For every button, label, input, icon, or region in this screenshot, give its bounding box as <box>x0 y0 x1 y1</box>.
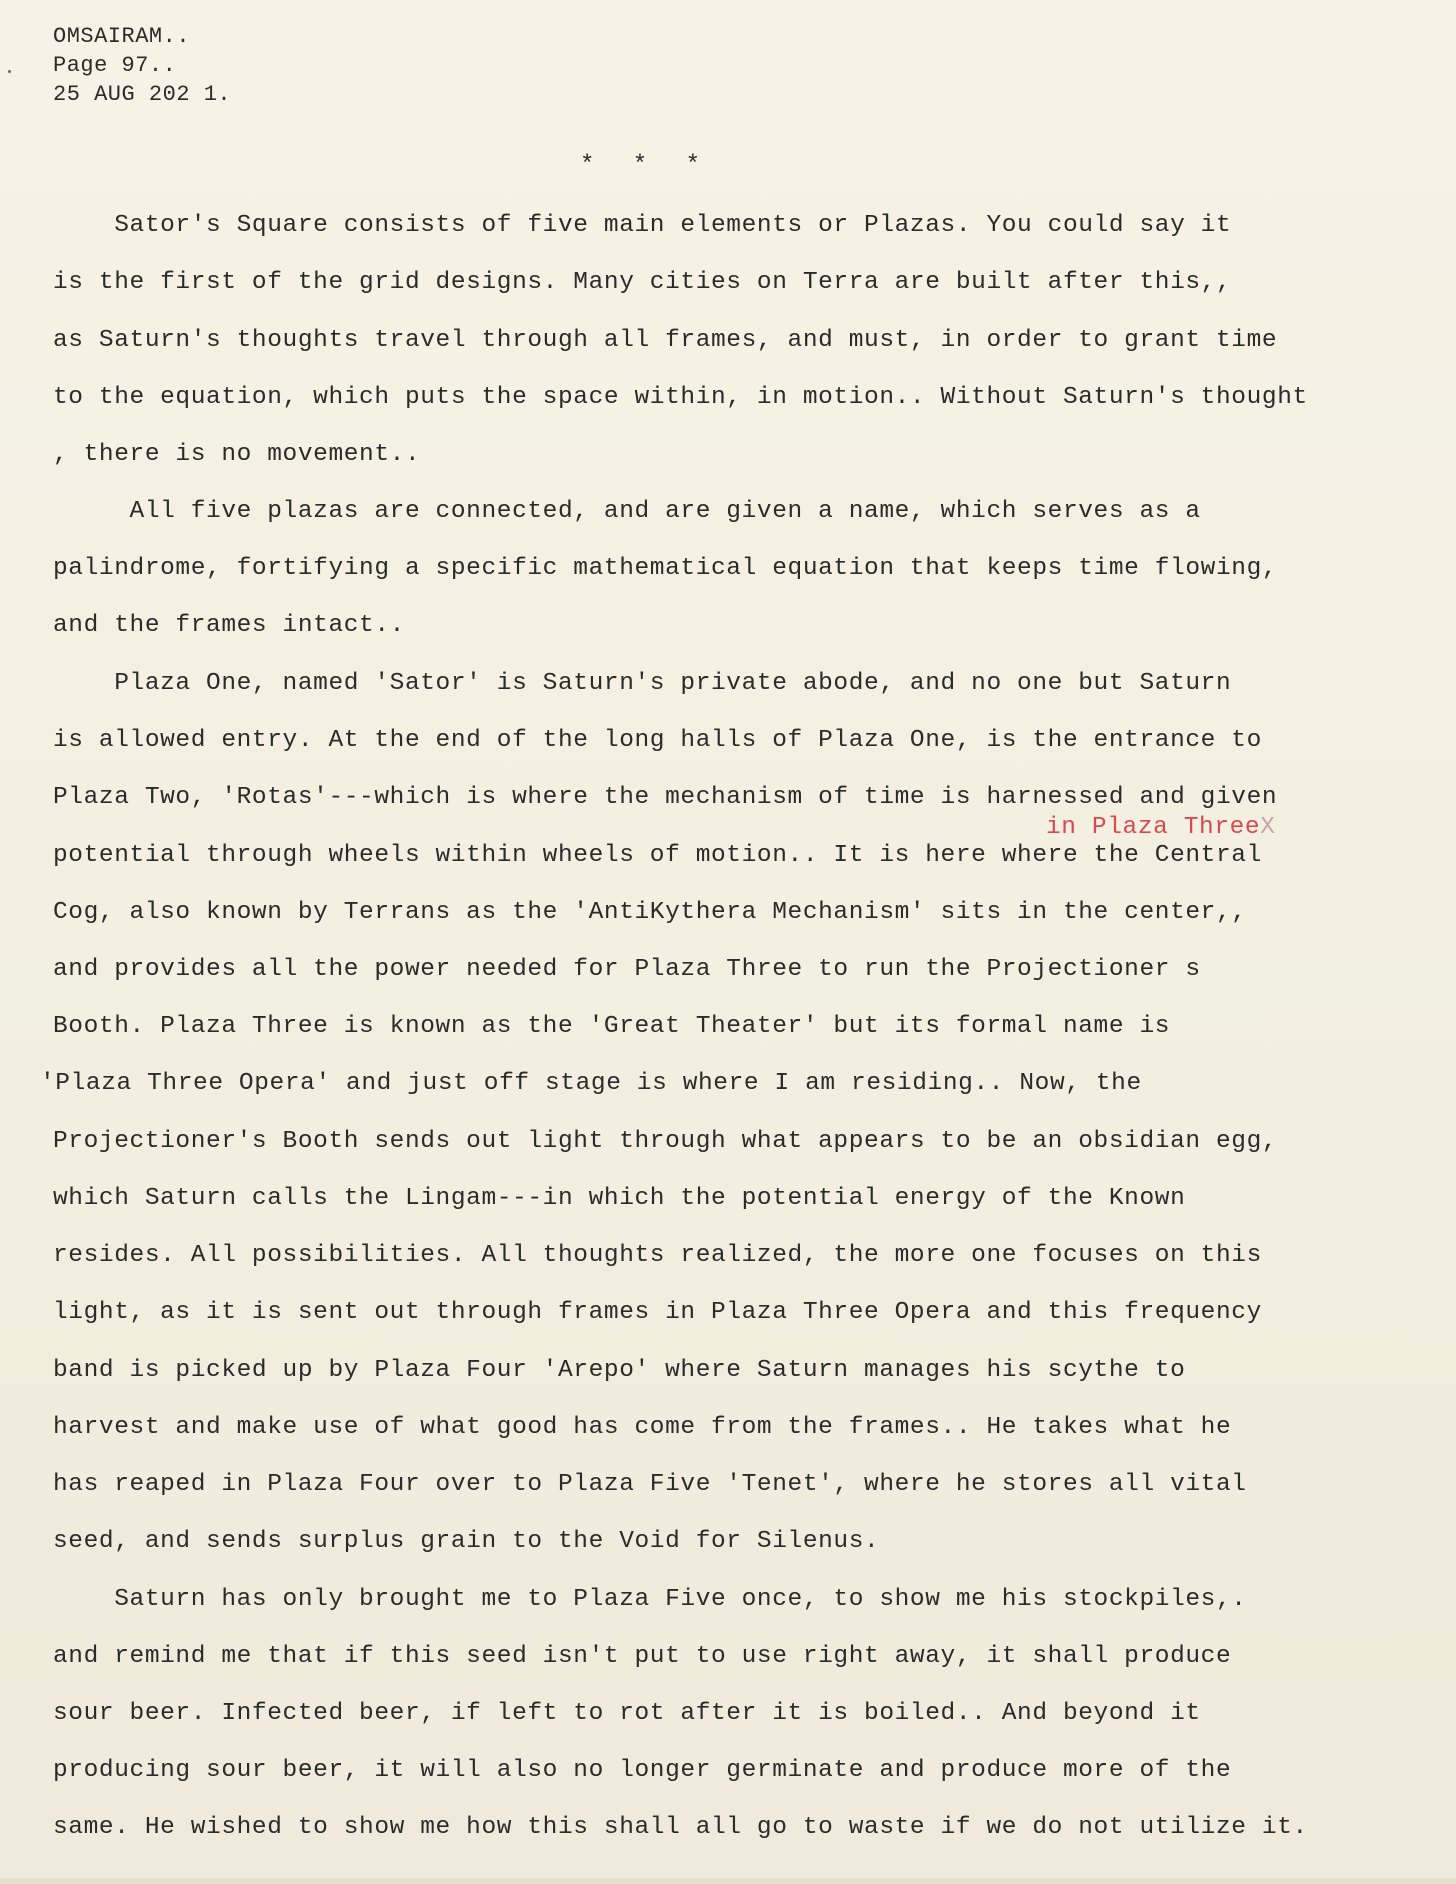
body-line-8: and the frames intact.. <box>53 612 405 639</box>
red-annotation-strike: X <box>1260 814 1276 841</box>
body-line-11: Plaza Two, 'Rotas'---which is where the mechanism of time is harnessed and given <box>53 784 1278 811</box>
body-line-16: 'Plaza Three Opera' and just off stage is where I am residing.. Now, the <box>40 1070 1142 1097</box>
body-line-6: All five plazas are connected, and are given a name, which serves as a <box>53 498 1201 525</box>
body-line-7: palindrome, fortifying a specific mathematical equation that keeps time flowing, <box>53 555 1278 582</box>
body-line-22: harvest and make use of what good has come from the frames.. He takes what he <box>53 1414 1232 1441</box>
body-line-15: Booth. Plaza Three is known as the 'Great Theater' but its formal name is <box>53 1013 1171 1040</box>
body-line-14: and provides all the power needed for Plaza Three to run the Projectioner s <box>53 956 1201 983</box>
body-line-21: band is picked up by Plaza Four 'Arepo' where Saturn manages his scythe to <box>53 1357 1186 1384</box>
body-line-12: potential through wheels within wheels of motion.. It is here where the Central <box>53 842 1262 869</box>
header-line-3: 25 AUG 202 1. <box>53 82 232 107</box>
header-line-2: Page 97.. <box>53 53 177 78</box>
body-line-18: which Saturn calls the Lingam---in which the potential energy of the Known <box>53 1185 1186 1212</box>
body-line-2: is the first of the grid designs. Many cities on Terra are built after this,, <box>53 269 1232 296</box>
body-line-23: has reaped in Plaza Four over to Plaza Five 'Tenet', where he stores all vital <box>53 1471 1247 1498</box>
body-line-20: light, as it is sent out through frames in Plaza Three Opera and this frequency <box>53 1299 1262 1326</box>
body-line-28: producing sour beer, it will also no longer germinate and produce more of the <box>53 1757 1232 1784</box>
body-line-19: resides. All possibilities. All thoughts realized, the more one focuses on this <box>53 1242 1262 1269</box>
body-line-29: same. He wished to show me how this shall all go to waste if we do not utilize it. <box>53 1814 1308 1841</box>
header-line-1: OMSAIRAM.. <box>53 24 191 49</box>
body-line-26: and remind me that if this seed isn't put to use right away, it shall produce <box>53 1643 1232 1670</box>
body-line-3: as Saturn's thoughts travel through all frames, and must, in order to grant time <box>53 327 1278 354</box>
body-line-9: Plaza One, named 'Sator' is Saturn's private abode, and no one but Saturn <box>53 670 1232 697</box>
red-annotation-text: in Plaza Three <box>1046 814 1261 841</box>
body-line-17: Projectioner's Booth sends out light through what appears to be an obsidian egg, <box>53 1128 1278 1155</box>
page-header <box>53 22 231 109</box>
body-line-1: Sator's Square consists of five main elements or Plazas. You could say it <box>53 212 1232 239</box>
body-line-13: Cog, also known by Terrans as the 'AntiKythera Mechanism' sits in the center,, <box>53 899 1247 926</box>
body-line-5: , there is no movement.. <box>53 441 421 468</box>
body-line-27: sour beer. Infected beer, if left to rot after it is boiled.. And beyond it <box>53 1700 1201 1727</box>
body-line-25: Saturn has only brought me to Plaza Five once, to show me his stockpiles,. <box>53 1586 1247 1613</box>
paper-speck <box>8 70 11 73</box>
red-annotation <box>1046 813 1276 843</box>
page-bottom-edge <box>0 1878 1456 1884</box>
section-separator: * * * <box>580 152 713 179</box>
body-line-10: is allowed entry. At the end of the long halls of Plaza One, is the entrance to <box>53 727 1262 754</box>
body-line-4: to the equation, which puts the space within, in motion.. Without Saturn's thought <box>53 384 1308 411</box>
body-line-24: seed, and sends surplus grain to the Void for Silenus. <box>53 1528 880 1555</box>
